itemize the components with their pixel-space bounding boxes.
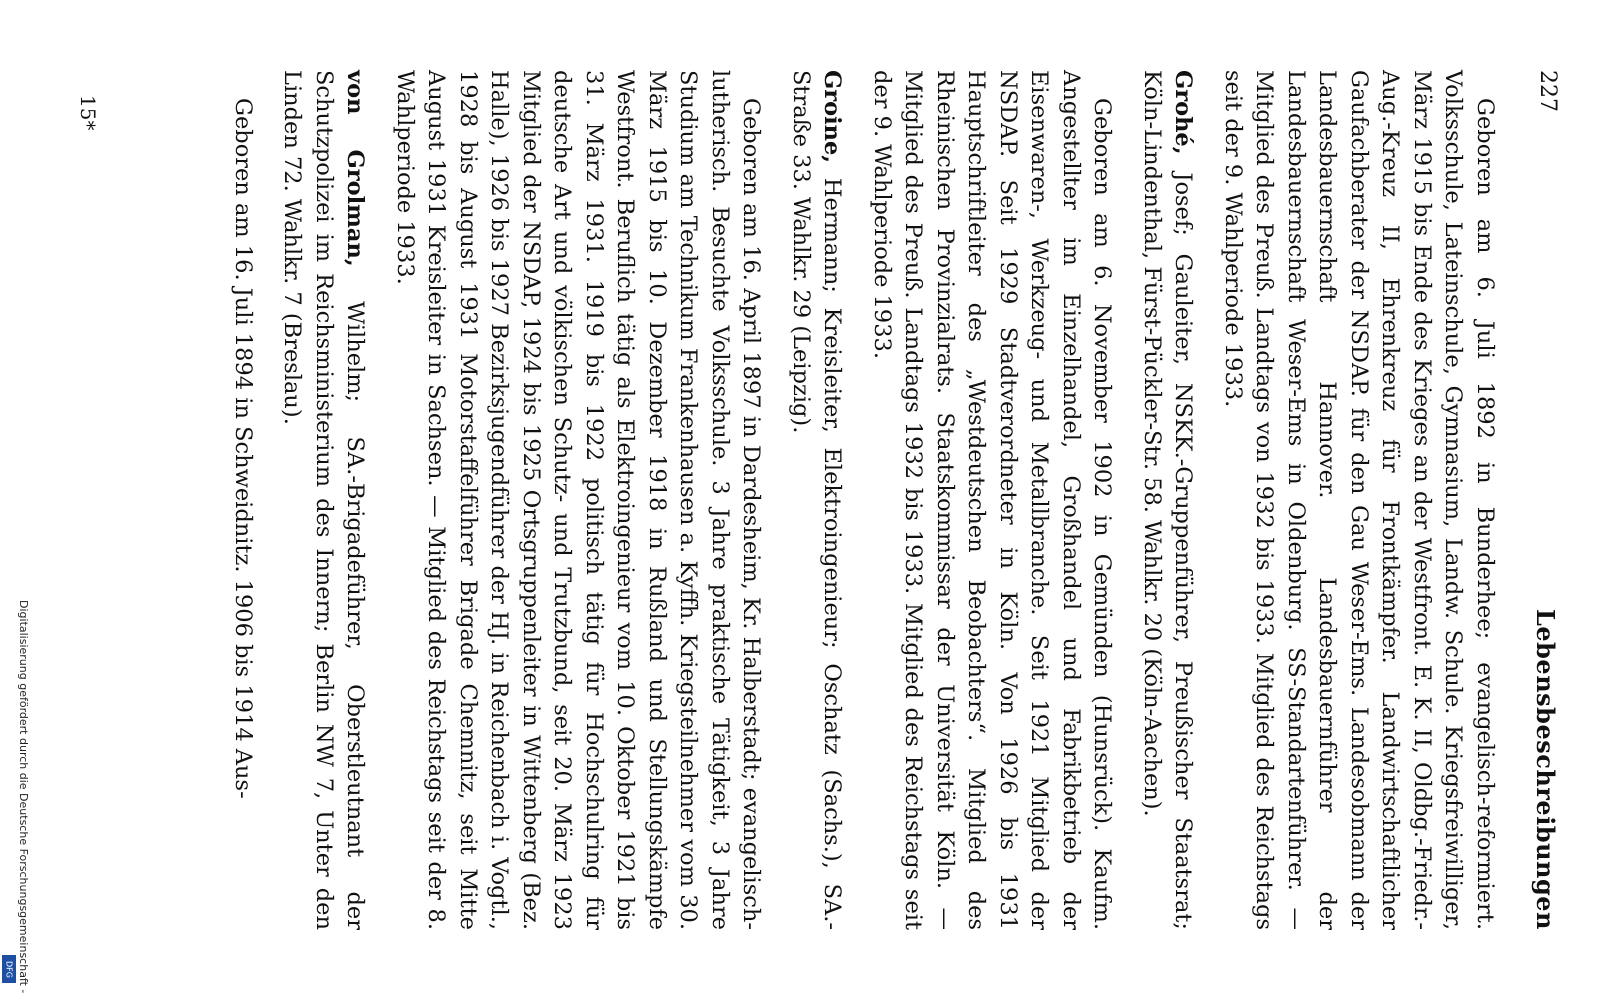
digitization-credit xyxy=(0,0,40,1000)
entry-paragraph xyxy=(1136,70,1199,930)
entry-text: Wilhelm; SA.-Brigadeführer, Oberstleutnant der Schutzpolizei im Reichsministerium des Innern; Berlin NW 7, Unter den Linden 72. Wahlkr. 7 (Breslau). xyxy=(279,70,369,931)
entry-name: von Grolman, xyxy=(342,70,369,267)
dfg-logo-icon: DFG xyxy=(2,955,16,983)
entry-paragraph xyxy=(276,70,371,930)
entry-name: Groine, xyxy=(819,70,846,164)
page-number: 227 xyxy=(1535,70,1560,112)
entry-paragraph xyxy=(1217,70,1501,930)
entry-paragraph xyxy=(785,70,848,930)
entry-text: Geboren am 16. Juli 1894 in Schweidnitz. 1906 bis 1914 Aus- xyxy=(230,98,256,799)
signature-mark: 15* xyxy=(76,95,100,131)
page-header xyxy=(1520,70,1560,930)
entry-text: Hermann; Kreisleiter, Elektroingenieur; Oschatz (Sachs.), SA.-Straße 33. Wahlkr. 29 (Leipzig). xyxy=(788,70,846,930)
body-text xyxy=(209,70,1501,930)
entry-name: Grohé, xyxy=(1170,70,1197,155)
entry-text: Geboren am 6. Juli 1892 in Bunderhee; evangelisch-reformiert. Volksschule, Lateinschule, Gymnasium, Landw. Schule. Kriegsfreiwilliger, März 1915 bis Ende des Krieges an der Westfront. E. K. II, Oldbg.-Friedr.-Aug.-Kreuz II, Ehrenkreuz für Frontkämpfer. Landwirtschaftlicher Gaufachberater der NSDAP. für den Gau Weser-Ems. Landesobmann der Landesbauernschaft Hannover. Landesbauernführer der Landesbauernschaft Weser-Ems in Oldenburg. SS-Standartenführer. — Mitglied des Preuß. Landtags von 1932 bis 1933. Mitglied des Reichstags seit der 9. Wahlperiode 1933. xyxy=(1220,70,1498,930)
credit-text: Digitalisierung gefördert durch die Deutsche Forschungsgemeinschaft - xyxy=(17,600,30,994)
entry-paragraph xyxy=(227,70,259,930)
running-title: Lebensbeschreibungen xyxy=(1531,609,1560,930)
entry-paragraph xyxy=(389,70,767,930)
entry-text: Geboren am 16. April 1897 in Dardesheim, Kr. Halberstadt; evangelisch-lutherisch. Besuchte Volksschule. 3 Jahre praktische Tätigkeit, 3 Jahre Studium am Technikum Frankenhausen a. Kyffh. Kriegsteilnehmer vom 30. März 1915 bis 10. Dezember 1918 in Rußland und Stellungskämpfe Westfront. Beruflich tätig als Elektroingenieur vom 10. Oktober 1921 bis 31. März 1931. 1919 bis 1922 politisch tätig für Hochschulring für deutsche Art und völkischen Schutz- und Trutzbund, seit 20. März 1923 Mitglied der NSDAP, 1924 bis 1925 Ortsgruppenleiter in Wittenberg (Bez. Halle), 1926 bis 1927 Bezirksjugendführer der HJ. in Reichenbach i. Vogtl., 1928 bis August 1931 Motorstaffelführer Brigade Chemnitz, seit Mitte August 1931 Kreisleiter in Sachsen. — Mitglied des Reichstags seit der 8. Wahlperiode 1933. xyxy=(392,70,765,930)
entry-text: Geboren am 6. November 1902 in Gemünden (Hunsrück). Kaufm. Angestellter im Einzelhandel, Großhandel und Fabrikbetrieb der Eisenwaren-, Werkzeug- und Metallbranche. Seit 1921 Mitglied der NSDAP. Seit 1929 Stadtverordneter in Köln. Von 1926 bis 1931 Hauptschriftleiter des „Westdeutschen Beobachters“. Mitglied des Rheinischen Provinzialrats. Staatskommissar der Universität Köln. — Mitglied des Preuß. Landtags 1932 bis 1933. Mitglied des Reichstags seit der 9. Wahlperiode 1933. xyxy=(869,70,1116,930)
entry-paragraph xyxy=(866,70,1118,930)
entry-text: Josef; Gauleiter, NSKK.-Gruppenführer, Preußischer Staatsrat; Köln-Lindenthal, Fürst-Pückler-Str. 58. Wahlkr. 20 (Köln-Aachen). xyxy=(1139,70,1197,930)
